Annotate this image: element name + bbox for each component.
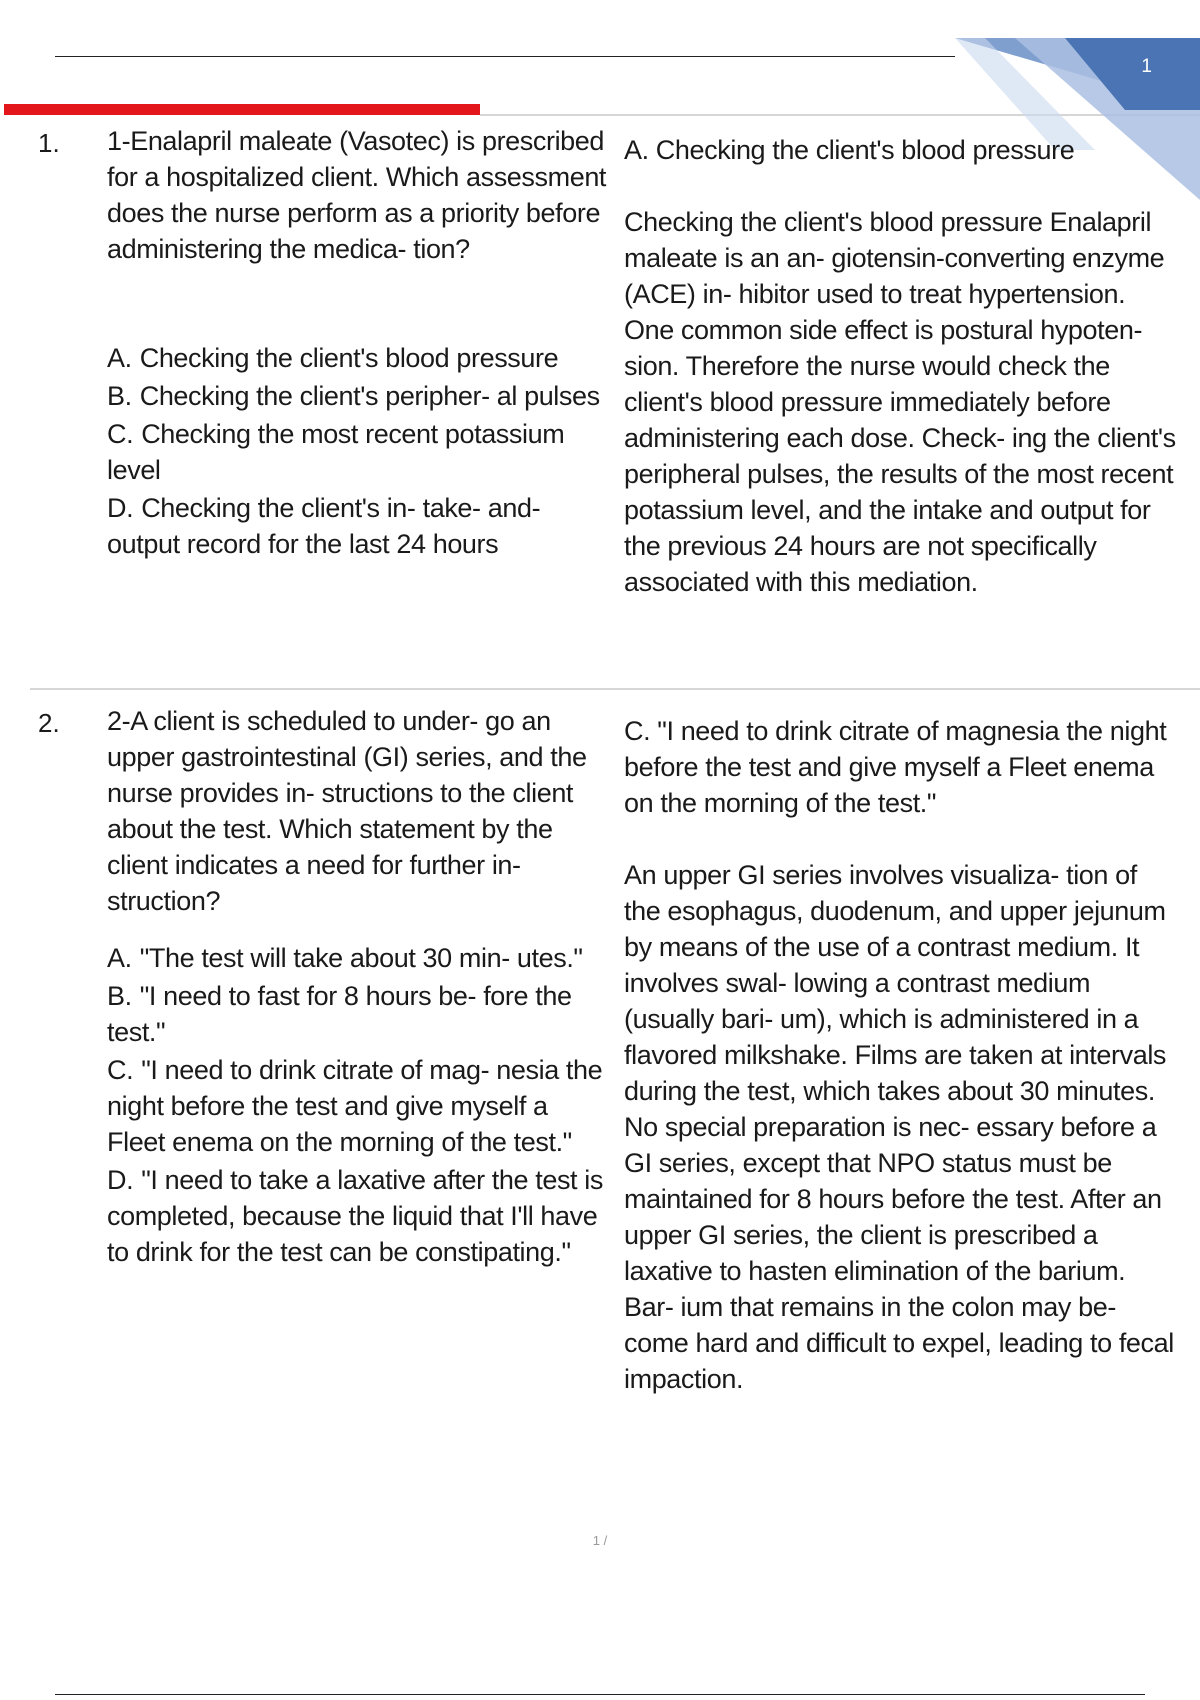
page-footer: 1 /	[592, 1533, 608, 1548]
answer-text: A. Checking the client's blood pressure	[624, 135, 1075, 165]
option-d: D. Checking the client's in- take- and-output record for the last 24 hours	[107, 493, 541, 559]
corner-decoration	[955, 0, 1200, 200]
question-text: 2-A client is scheduled to under- go an upper gastrointestinal (GI) series, and the nurse provides in- structions to the client about the test. Which statement by the client indicates a need for further in- struction?	[107, 706, 587, 916]
question-number: 2.	[38, 708, 60, 738]
option-a: A. Checking the client's blood pressure	[107, 343, 559, 373]
option-c: C. Checking the most recent potassium level	[107, 419, 565, 485]
page-number: 1	[1141, 56, 1152, 77]
question-text: 1-Enalapril maleate (Vasotec) is prescribed for a hospitalized client. Which assessment does the nurse perform as a priority before administering the medica- tion?	[107, 126, 607, 264]
option-list	[107, 940, 607, 1272]
explanation-text: Checking the client's blood pressure Enalapril maleate is an an- giotensin-converting enzyme (ACE) in- hibitor used to treat hypertension. One common side effect is postural hypoten- sion. Therefore the nurse would check the client's blood pressure immediately before administering each dose. Check- ing the client's peripheral pulses, the results of the most recent potassium level, and the intake and output for the previous 24 hours are not specifically associated with this mediation.	[624, 207, 1176, 597]
option-a: A. "The test will take about 30 min- utes."	[107, 943, 583, 973]
option-d: D. "I need to take a laxative after the test is completed, because the liquid that I'll have to drink for the test can be constipating."	[107, 1165, 603, 1267]
header-accent-bar	[4, 104, 480, 115]
explanation-text: An upper GI series involves visualiza- tion of the esophagus, duodenum, and upper jejunum by means of the use of a contrast medium. It involves swal- lowing a contrast medium (usually bari- um), which is administered in a flavored milkshake. Films are taken at intervals during the test, which takes about 30 minutes. No special preparation is nec- essary before a GI series, except that NPO status must be maintained for 8 hours before the test. After an upper GI series, the client is prescribed a laxative to hasten elimination of the barium. Bar- ium that remains in the colon may be- come hard and difficult to expel, leading to fecal impaction.	[624, 860, 1174, 1394]
option-b: B. Checking the client's peripher- al pulses	[107, 381, 600, 411]
question-divider	[30, 688, 1200, 690]
header-rule	[55, 56, 955, 57]
answer-text: C. "I need to drink citrate of magnesia the night before the test and give myself a Fleet enema on the morning of the test."	[624, 716, 1167, 818]
footer-rule	[55, 1694, 1145, 1695]
option-b: B. "I need to fast for 8 hours be- fore the test."	[107, 981, 572, 1047]
question-number: 1.	[38, 128, 60, 158]
option-c: C. "I need to drink citrate of mag- nesia the night before the test and give myself a Fleet enema on the morning of the test."	[107, 1055, 603, 1157]
option-list	[107, 340, 607, 564]
